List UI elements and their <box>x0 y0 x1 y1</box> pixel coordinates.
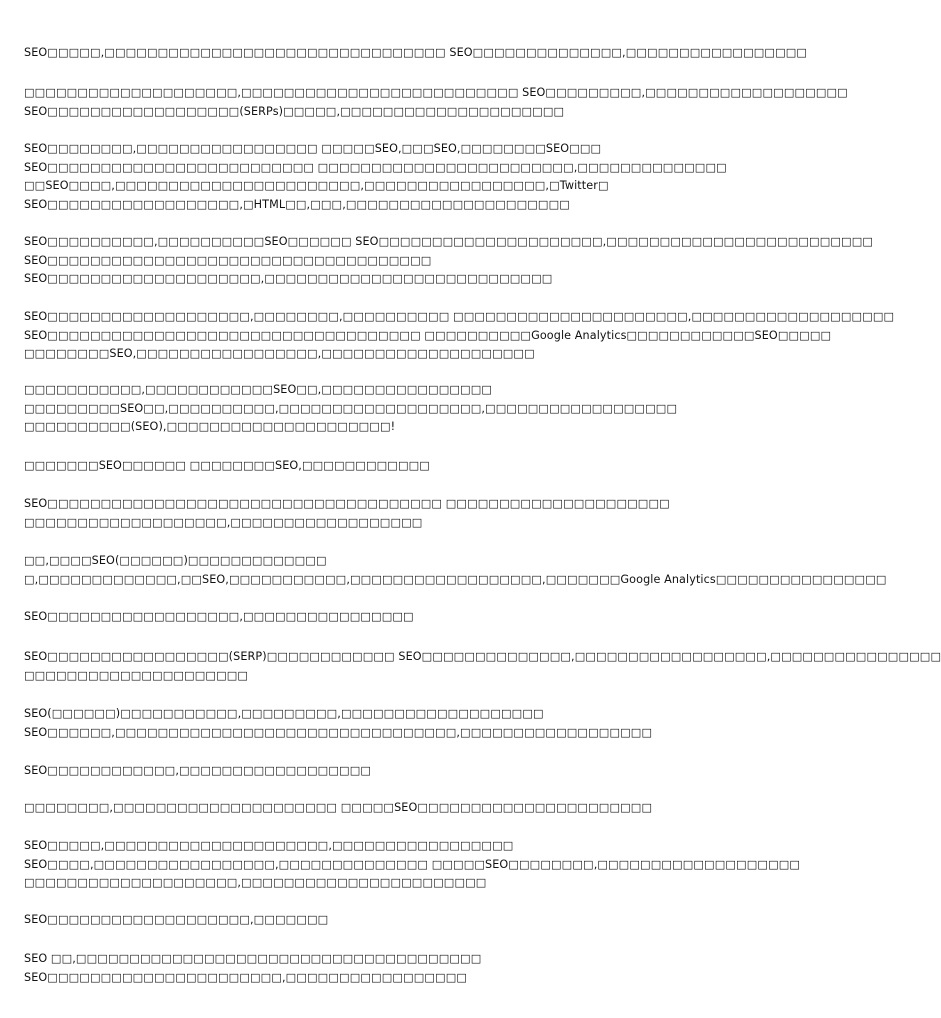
text-line: □□□□□□□□□□□,□□□□□□□□□□□□SEO□□,□□□□□□□□□□□□□□□□ <box>24 383 493 396</box>
paragraph <box>24 44 807 63</box>
paragraph <box>24 837 800 893</box>
paragraph <box>24 457 430 476</box>
text-line: SEO□□□□□□□□,□□□□□□□□□□□□□□□□□ □□□□□SEO,□□□SEO,□□□□□□□□SEO□□□ <box>24 142 602 155</box>
paragraph <box>24 762 371 781</box>
text-line: SEO□□□□□□□□□□□□□□□□□□□□□□□□□□□□□□□□□□□□ <box>24 253 432 267</box>
text-line: SEO□□□□,□□□□□□□□□□□□□□□□□,□□□□□□□□□□□□□□ □□□□□SEO□□□□□□□□,□□□□□□□□□□□□□□□□□□□ <box>24 857 801 871</box>
text-line: □□□□□□□□,□□□□□□□□□□□□□□□□□□□□□ □□□□□SEO□□□□□□□□□□□□□□□□□□□□□□ <box>24 801 653 814</box>
text-line: SEO□□□□□□□□□□,□□□□□□□□□□SEO□□□□□□ SEO□□□□□□□□□□□□□□□□□□□□□,□□□□□□□□□□□□□□□□□□□□□□□□□ <box>24 235 874 248</box>
text-line: SEO(□□□□□□)□□□□□□□□□□□,□□□□□□□□□,□□□□□□□□□□□□□□□□□□□ <box>24 707 544 720</box>
text-line: □□□□□□□□□□(SEO),□□□□□□□□□□□□□□□□□□□□□! <box>24 420 396 433</box>
paragraph <box>24 381 677 437</box>
paragraph <box>24 911 328 930</box>
text-line: □□□□□□□□□□□□□□□□□□□□,□□□□□□□□□□□□□□□□□□□□□□□ <box>24 876 487 889</box>
paragraph <box>24 308 894 364</box>
text-line: SEO□□□□□□□□□□□□□□□□□□,□□□□□□□□□□□□□□□□ <box>24 610 414 623</box>
paragraph <box>24 705 652 742</box>
paragraph <box>24 140 727 214</box>
text-line: □□SEO□□□□,□□□□□□□□□□□□□□□□□□□□□□□,□□□□□□□□□□□□□□□□□,□Twitter□ <box>24 179 609 192</box>
text-line: □□□□□□□□SEO,□□□□□□□□□□□□□□□□□,□□□□□□□□□□□□□□□□□□□□ <box>24 347 535 360</box>
text-line: SEO□□□□□,□□□□□□□□□□□□□□□□□□□□□□□□□□□□□□□□ SEO□□□□□□□□□□□□□□,□□□□□□□□□□□□□□□□□ <box>24 46 808 59</box>
text-line: SEO□□□□□□□□□□□□□□□□□□□,□□□□□□□ <box>24 913 329 926</box>
paragraph <box>24 950 481 987</box>
text-line: □□□□□□□□□SEO□□,□□□□□□□□□□,□□□□□□□□□□□□□□□□□□□,□□□□□□□□□□□□□□□□□□ <box>24 401 678 415</box>
text-line: □□□□□□□□□□□□□□□□□□□□□ <box>24 668 249 682</box>
text-line: SEO□□□□□□□□□□□□□□□□□□(SERPs)□□□□□,□□□□□□□□□□□□□□□□□□□□□ <box>24 104 565 118</box>
text-line: SEO□□□□□□□□□□□□□□□□□□□□,□□□□□□□□□□□□□□□□□□□□□□□□□□□ <box>24 272 553 285</box>
text-line: SEO □□,□□□□□□□□□□□□□□□□□□□□□□□□□□□□□□□□□□□□□□ <box>24 952 482 965</box>
text-line: □,□□□□□□□□□□□□□,□□SEO,□□□□□□□□□□□,□□□□□□□□□□□□□□□□□□,□□□□□□□Google Analytics□□□□□□□□□□□□□□□□ <box>24 572 887 586</box>
text-line: SEO□□□□□□,□□□□□□□□□□□□□□□□□□□□□□□□□□□□□□□□,□□□□□□□□□□□□□□□□□□ <box>24 725 653 739</box>
text-line: SEO□□□□□□□□□□□□,□□□□□□□□□□□□□□□□□□ <box>24 764 372 777</box>
text-line: SEO□□□□□□□□□□□□□□□□□□□,□□□□□□□□,□□□□□□□□□□ □□□□□□□□□□□□□□□□□□□□□□,□□□□□□□□□□□□□□□□□□□ <box>24 310 895 323</box>
text-line: □□□□□□□□□□□□□□□□□□□,□□□□□□□□□□□□□□□□□□ <box>24 515 423 529</box>
text-line: □□□□□□□□□□□□□□□□□□□□,□□□□□□□□□□□□□□□□□□□□□□□□□□ SEO□□□□□□□□□,□□□□□□□□□□□□□□□□□□□ <box>24 86 848 99</box>
paragraph <box>24 552 887 589</box>
paragraph <box>24 495 670 532</box>
text-line: SEO□□□□□□□□□□□□□□□□□□□□□□,□□□□□□□□□□□□□□□□□ <box>24 970 468 984</box>
text-line: SEO□□□□□□□□□□□□□□□□□□,□HTML□□,□□□,□□□□□□□□□□□□□□□□□□□□□ <box>24 197 570 211</box>
text-line: SEO□□□□□,□□□□□□□□□□□□□□□□□□□□□,□□□□□□□□□□□□□□□□□ <box>24 839 514 852</box>
text-line: SEO□□□□□□□□□□□□□□□□□□□□□□□□□□□□□□□□□□□□□ □□□□□□□□□□□□□□□□□□□□□ <box>24 497 670 510</box>
text-line: SEO□□□□□□□□□□□□□□□□□□□□□□□□□□□□□□□□□□□ □□□□□□□□□□Google Analytics□□□□□□□□□□□□SEO□□□□□ <box>24 328 832 342</box>
paragraph <box>24 608 414 627</box>
paragraph <box>24 233 873 289</box>
text-line: SEO□□□□□□□□□□□□□□□□□□□□□□□□□ □□□□□□□□□□□□□□□□□□□□□□□□,□□□□□□□□□□□□□□ <box>24 160 727 174</box>
paragraph <box>24 84 848 121</box>
paragraph <box>24 648 941 685</box>
paragraph <box>24 799 652 818</box>
text-line: □□□□□□□SEO□□□□□□ □□□□□□□□SEO,□□□□□□□□□□□□ <box>24 459 430 472</box>
text-line: □□,□□□□SEO(□□□□□□)□□□□□□□□□□□□□ <box>24 554 327 567</box>
text-line: SEO□□□□□□□□□□□□□□□□□(SERP)□□□□□□□□□□□□ SEO□□□□□□□□□□□□□□,□□□□□□□□□□□□□□□□□□,□□□□□□□□□□□□□□□□ <box>24 650 941 663</box>
